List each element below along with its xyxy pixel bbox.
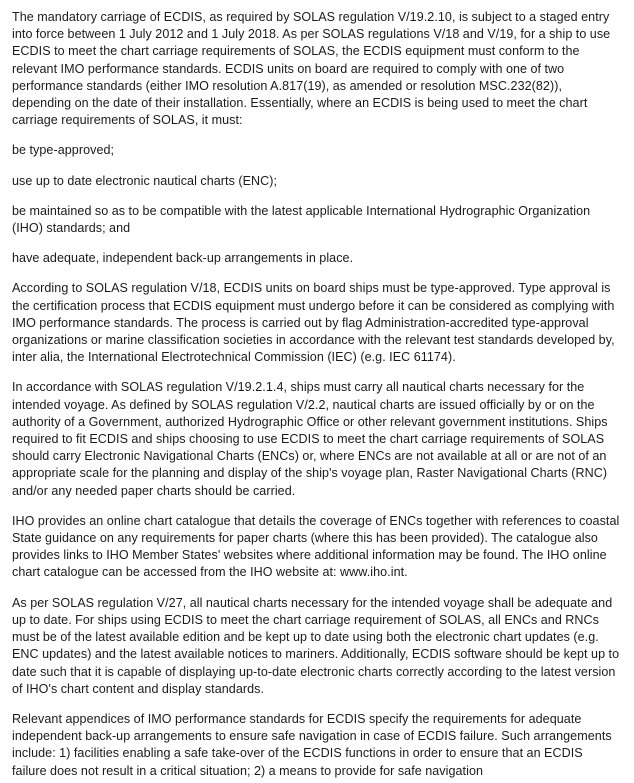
list-item-type-approved: be type-approved; xyxy=(12,143,115,158)
paragraph-intro: The mandatory carriage of ECDIS, as required by SOLAS regulation V/19.2.10, is subject to a staged entry into force between 1 July 2012 and 1 July 2018. As per SOLAS regulations V/18 and V/19, for a ship to use ECDIS to meet the chart carriage requirements of SOLAS, the ECDIS equipment must conform to the relevant IMO performance standards. ECDIS units on board are required to comply with one of two performance standards (either IMO resolution A.817(19), as amended or resolution MSC.232(82)), depending on the date of their installation. Essentially, where an ECDIS is being used to meet the chart carriage requirements of SOLAS, it must: xyxy=(12,10,611,128)
paragraph-nautical-charts: In accordance with SOLAS regulation V/19.2.1.4, ships must carry all nautical charts necessary for the intended voyage. As defined by SOLAS regulation V/2.2, nautical charts are issued officially by or on the authority of a Government, authorized Hydrographic Office or other relevant government institutions. Ships required to fit ECDIS and ships choosing to use ECDIS to meet the chart carriage requirements of SOLAS should carry Electronic Navigational Charts (ENCs) or, where ENCs are not available at all or are not of an appropriate scale for the planning and display of the ship's voyage plan, Raster Navigational Charts (RNC) and/or any needed paper charts should be carried. xyxy=(12,380,608,498)
paragraph-iho-catalogue: IHO provides an online chart catalogue that details the coverage of ENCs together with references to coastal State guidance on any requirements for paper charts (where this has been provided). The catalogue also provides links to IHO Member States' websites where additional information may be found. The IHO online chart catalogue can be accessed from the IHO website at: www.iho.int. xyxy=(12,513,620,580)
paragraph-type-approval: According to SOLAS regulation V/18, ECDIS units on board ships must be type-approved. Type approval is the certification process that ECDIS equipment must undergo before it can be considered as complying with IMO performance standards. The process is carried out by flag Administration-accredited type-approval organizations or marine classification societies in accordance with the relevant test standards developed by, inter alia, the International Electrotechnical Commission (IEC) (e.g. IEC 61174). xyxy=(12,281,615,365)
list-item-backup: have adequate, independent back-up arrangements in place. xyxy=(12,251,354,266)
paragraph-up-to-date: As per SOLAS regulation V/27, all nautical charts necessary for the intended voyage shall be adequate and up to date. For ships using ECDIS to meet the chart carriage requirement of SOLAS, all ENCs and RNCs must be of the latest available edition and be kept up to date using both the electronic chart updates (e.g. ENC updates) and the latest available notices to mariners. Additionally, ECDIS software should be kept up to date such that it is capable of displaying up-to-date electronic charts correctly according to the latest version of IHO's chart content and display standards. xyxy=(12,595,620,696)
paragraph-backup-arrangements: Relevant appendices of IMO performance standards for ECDIS specify the requirements for adequate independent back-up arrangements to ensure safe navigation in case of ECDIS failure. Such arrangements include: 1) facilities enabling a safe take-over of the ECDIS functions in order to ensure that an ECDIS failure does not result in a critical situation; 2) a means to provide for safe navigation xyxy=(12,711,612,778)
list-item-iho-standards: be maintained so as to be compatible with the latest applicable International Hydrographic Organization (IHO) standards; and xyxy=(12,203,591,236)
list-item-enc: use up to date electronic nautical charts (ENC); xyxy=(12,173,278,188)
